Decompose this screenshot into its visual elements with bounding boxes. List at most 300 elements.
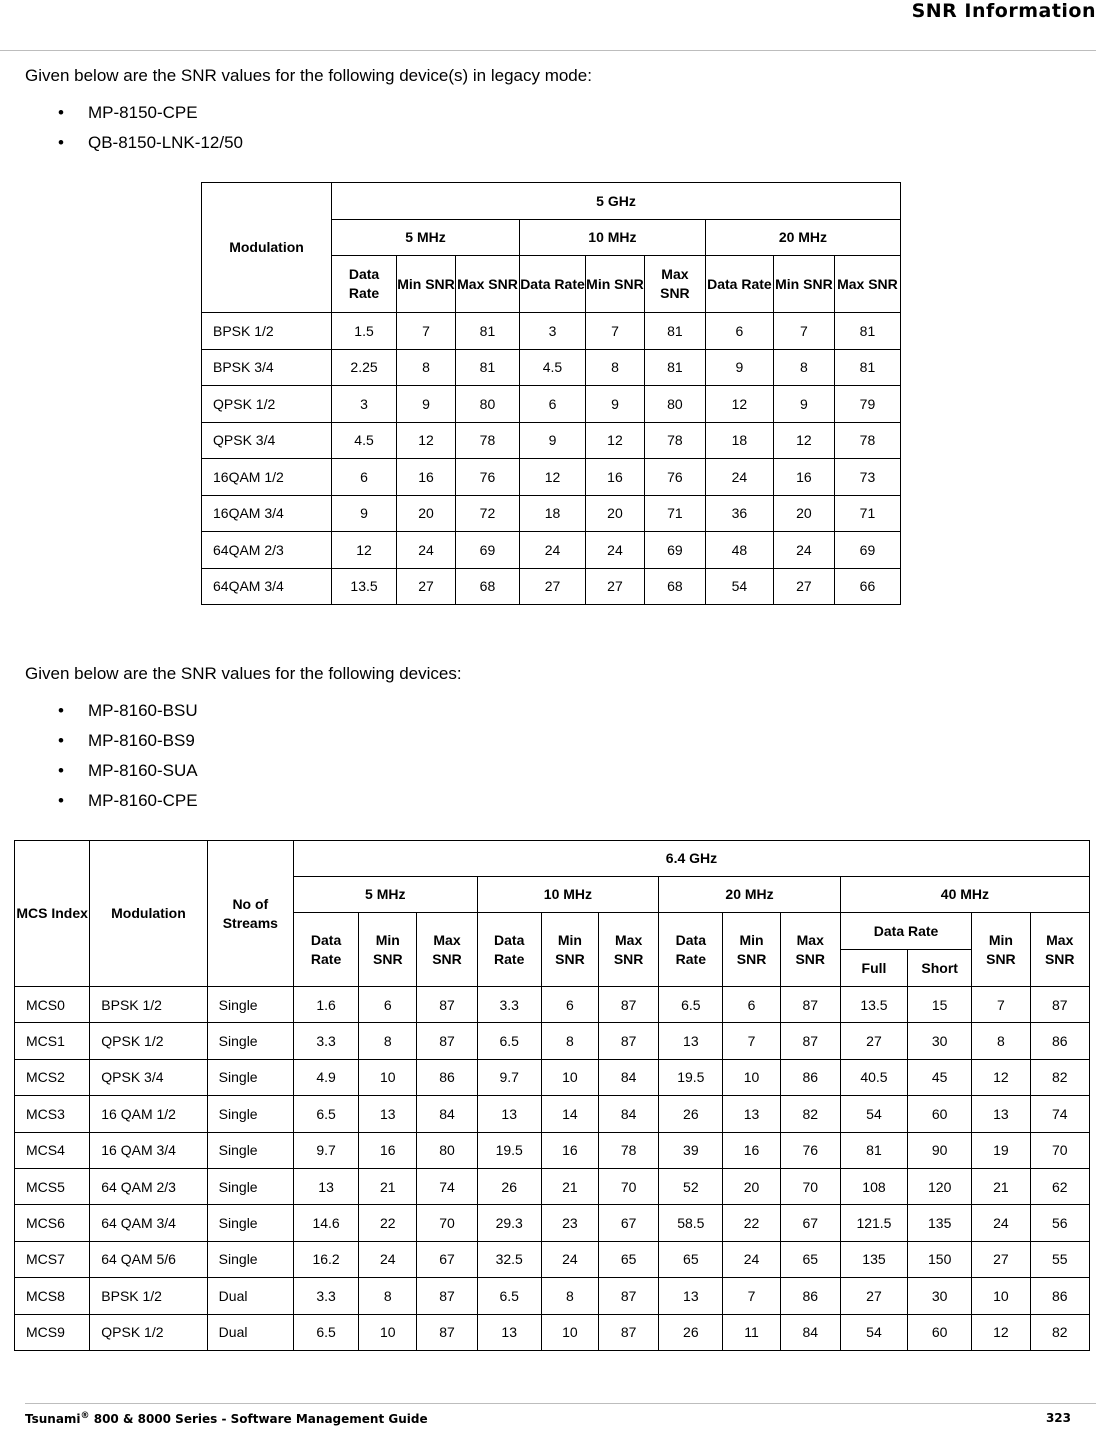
table-cell: 4.5: [519, 349, 585, 386]
table-cell: 81: [840, 1132, 907, 1168]
table-cell: 65: [780, 1241, 840, 1277]
table-cell: 13.5: [332, 568, 397, 605]
table-cell: 13.5: [840, 987, 907, 1023]
table-cell: 78: [834, 422, 900, 459]
table-cell: QPSK 1/2: [90, 1314, 207, 1350]
table-cell: 11: [723, 1314, 780, 1350]
table-cell: 39: [659, 1132, 723, 1168]
table-cell: 12: [586, 422, 645, 459]
table-row: [15, 1023, 1090, 1059]
table-cell: Single: [207, 1023, 293, 1059]
table-cell: 12: [773, 422, 834, 459]
device-name: MP-8160-BS9: [88, 731, 195, 750]
table-row: [202, 532, 901, 569]
table-cell: 27: [773, 568, 834, 605]
table-cell: 24: [773, 532, 834, 569]
table-cell: 87: [417, 1278, 477, 1314]
table-cell: 4.9: [293, 1059, 358, 1095]
table-cell: 13: [972, 1096, 1030, 1132]
table-cell: 55: [1030, 1241, 1090, 1277]
table-cell: 26: [659, 1096, 723, 1132]
table-cell: 18: [519, 495, 585, 532]
table-cell: 54: [840, 1096, 907, 1132]
table-cell: 86: [780, 1059, 840, 1095]
table-cell: 3.3: [293, 1278, 358, 1314]
table-cell: 6: [519, 386, 585, 423]
table-cell: 72: [455, 495, 519, 532]
table-cell: 6: [332, 459, 397, 496]
table-cell: 7: [972, 987, 1030, 1023]
table-cell: 87: [417, 1023, 477, 1059]
table-cell: 74: [1030, 1096, 1090, 1132]
bandwidth-header: 20 MHz: [705, 220, 900, 256]
table-cell: 24: [972, 1205, 1030, 1241]
table-cell: 7: [586, 313, 645, 350]
table-cell: 58.5: [659, 1205, 723, 1241]
table-cell: 120: [908, 1168, 972, 1204]
table-cell: 20: [397, 495, 456, 532]
table-cell: MCS5: [15, 1168, 90, 1204]
table-cell: 73: [834, 459, 900, 496]
table-cell: 66: [834, 568, 900, 605]
table-cell: 16: [773, 459, 834, 496]
max-snr-header: Max SNR: [599, 913, 659, 987]
table-row: [15, 1205, 1090, 1241]
table-cell: BPSK 1/2: [202, 313, 332, 350]
table-cell: 27: [397, 568, 456, 605]
table-cell: 15: [908, 987, 972, 1023]
table-cell: 71: [644, 495, 705, 532]
table-cell: 26: [477, 1168, 541, 1204]
table-cell: 87: [599, 1314, 659, 1350]
table-cell: 54: [705, 568, 773, 605]
table-cell: 81: [644, 313, 705, 350]
table-cell: 13: [659, 1023, 723, 1059]
table-cell: 22: [723, 1205, 780, 1241]
table-cell: BPSK 1/2: [90, 987, 207, 1023]
table-cell: 6.5: [659, 987, 723, 1023]
table-cell: 12: [972, 1314, 1030, 1350]
table-cell: 84: [780, 1314, 840, 1350]
table-cell: 36: [705, 495, 773, 532]
table-cell: 68: [644, 568, 705, 605]
guide-title-suffix: 800 & 8000 Series - Software Management Guide: [89, 1412, 428, 1426]
table-cell: 24: [397, 532, 456, 569]
device-name: MP-8160-SUA: [88, 761, 198, 780]
table-cell: Single: [207, 1096, 293, 1132]
table-cell: 135: [840, 1241, 907, 1277]
max-snr-header: Max SNR: [834, 256, 900, 313]
max-snr-header: Max SNR: [455, 256, 519, 313]
table-cell: 13: [659, 1278, 723, 1314]
table-cell: 62: [1030, 1168, 1090, 1204]
table-cell: 12: [332, 532, 397, 569]
table-cell: 4.5: [332, 422, 397, 459]
data-rate-header: Data Rate: [293, 913, 358, 987]
table-cell: Single: [207, 1059, 293, 1095]
table-cell: 65: [599, 1241, 659, 1277]
page-header-title: SNR Information: [911, 0, 1096, 22]
table-cell: 13: [723, 1096, 780, 1132]
table-cell: 23: [541, 1205, 598, 1241]
table-cell: Single: [207, 1132, 293, 1168]
table-cell: 6.5: [293, 1314, 358, 1350]
table-cell: MCS1: [15, 1023, 90, 1059]
data-rate-header: Data Rate: [840, 913, 971, 950]
table-cell: Single: [207, 1241, 293, 1277]
device-name: QB-8150-LNK-12/50: [88, 133, 243, 152]
bandwidth-header: 10 MHz: [519, 220, 705, 256]
table-cell: 86: [1030, 1023, 1090, 1059]
table-cell: 9: [586, 386, 645, 423]
table-cell: 26: [659, 1314, 723, 1350]
table-cell: 64QAM 2/3: [202, 532, 332, 569]
table-cell: 16 QAM 1/2: [90, 1096, 207, 1132]
table-cell: 13: [477, 1096, 541, 1132]
band-header: 5 GHz: [332, 183, 901, 220]
table-cell: Single: [207, 1168, 293, 1204]
table-row: [15, 1059, 1090, 1095]
mcs-index-header: MCS Index: [15, 841, 90, 987]
table-cell: 67: [780, 1205, 840, 1241]
table-cell: 108: [840, 1168, 907, 1204]
table-cell: 80: [644, 386, 705, 423]
table-cell: 21: [359, 1168, 417, 1204]
table-cell: 86: [1030, 1278, 1090, 1314]
table-cell: 74: [417, 1168, 477, 1204]
min-snr-header: Min SNR: [359, 913, 417, 987]
table-cell: 64QAM 3/4: [202, 568, 332, 605]
list-item: [58, 726, 198, 756]
table-cell: 8: [972, 1023, 1030, 1059]
table-cell: 8: [541, 1023, 598, 1059]
table-cell: 20: [773, 495, 834, 532]
table-cell: 81: [834, 349, 900, 386]
table-cell: 70: [417, 1205, 477, 1241]
bullet-icon: •: [58, 701, 64, 720]
table-cell: 12: [705, 386, 773, 423]
list-item: [58, 98, 243, 128]
table-cell: 79: [834, 386, 900, 423]
table-cell: MCS4: [15, 1132, 90, 1168]
table-cell: 64 QAM 5/6: [90, 1241, 207, 1277]
min-snr-header: Min SNR: [586, 256, 645, 313]
table-cell: 54: [840, 1314, 907, 1350]
table-cell: 7: [773, 313, 834, 350]
table-cell: 9: [773, 386, 834, 423]
device-name: MP-8160-BSU: [88, 701, 198, 720]
table-cell: 24: [586, 532, 645, 569]
table-cell: 6: [705, 313, 773, 350]
table-cell: 10: [972, 1278, 1030, 1314]
table-row: [15, 1241, 1090, 1277]
bandwidth-header: 10 MHz: [477, 877, 659, 913]
table-cell: 87: [599, 1023, 659, 1059]
bullet-icon: •: [58, 791, 64, 810]
table-cell: MCS9: [15, 1314, 90, 1350]
modulation-header: Modulation: [90, 841, 207, 987]
min-snr-header: Min SNR: [972, 913, 1030, 987]
table-cell: 13: [477, 1314, 541, 1350]
table-cell: 7: [723, 1278, 780, 1314]
table-cell: 16: [359, 1132, 417, 1168]
table-cell: 60: [908, 1314, 972, 1350]
table-cell: 56: [1030, 1205, 1090, 1241]
table-cell: 10: [541, 1314, 598, 1350]
section2-device-list: [58, 696, 198, 816]
table-cell: 84: [599, 1059, 659, 1095]
min-snr-header: Min SNR: [397, 256, 456, 313]
table-cell: 76: [644, 459, 705, 496]
bullet-icon: •: [58, 133, 64, 152]
table-cell: 60: [908, 1096, 972, 1132]
table-cell: Single: [207, 1205, 293, 1241]
table-cell: 24: [541, 1241, 598, 1277]
list-item: [58, 696, 198, 726]
table-row: [202, 495, 901, 532]
table-cell: 6.5: [477, 1023, 541, 1059]
max-snr-header: Max SNR: [417, 913, 477, 987]
min-snr-header: Min SNR: [773, 256, 834, 313]
table-row: [202, 349, 901, 386]
table-cell: 27: [840, 1023, 907, 1059]
table-cell: 3: [332, 386, 397, 423]
table-cell: QPSK 1/2: [202, 386, 332, 423]
table-cell: 9: [519, 422, 585, 459]
table-cell: 1.5: [332, 313, 397, 350]
table-row: [15, 1314, 1090, 1350]
table-cell: 9: [397, 386, 456, 423]
band-header: 6.4 GHz: [293, 841, 1089, 877]
table-cell: 70: [599, 1168, 659, 1204]
legacy-snr-table: [201, 182, 901, 605]
full-gi-header: Full: [840, 950, 907, 987]
table-cell: 8: [586, 349, 645, 386]
table-cell: MCS2: [15, 1059, 90, 1095]
table-cell: 16QAM 1/2: [202, 459, 332, 496]
section2-intro: Given below are the SNR values for the following devices:: [25, 664, 462, 683]
bandwidth-header: 5 MHz: [293, 877, 477, 913]
table-cell: 6: [359, 987, 417, 1023]
table-cell: 16: [397, 459, 456, 496]
max-snr-header: Max SNR: [644, 256, 705, 313]
table-cell: 81: [834, 313, 900, 350]
table-cell: 9: [332, 495, 397, 532]
table-row: [202, 568, 901, 605]
table-row: [202, 459, 901, 496]
table-cell: 70: [780, 1168, 840, 1204]
table-cell: 150: [908, 1241, 972, 1277]
table-cell: MCS6: [15, 1205, 90, 1241]
legacy-snr-table-body: [202, 313, 901, 605]
table-cell: 19.5: [477, 1132, 541, 1168]
data-rate-header: Data Rate: [705, 256, 773, 313]
table-cell: 16 QAM 3/4: [90, 1132, 207, 1168]
bullet-icon: •: [58, 761, 64, 780]
table-cell: 78: [455, 422, 519, 459]
table-cell: 45: [908, 1059, 972, 1095]
header-divider: [0, 50, 1096, 51]
table-cell: 87: [780, 1023, 840, 1059]
table-cell: 6.5: [293, 1096, 358, 1132]
mcs-snr-table-body: [15, 987, 1090, 1351]
table-cell: 7: [723, 1023, 780, 1059]
table-cell: 13: [293, 1168, 358, 1204]
table-cell: 20: [586, 495, 645, 532]
table-cell: 8: [541, 1278, 598, 1314]
table-cell: 67: [599, 1205, 659, 1241]
table-cell: 9.7: [477, 1059, 541, 1095]
table-cell: 65: [659, 1241, 723, 1277]
table-cell: 81: [644, 349, 705, 386]
footer-divider: [25, 1403, 1096, 1404]
table-cell: 32.5: [477, 1241, 541, 1277]
table-cell: 71: [834, 495, 900, 532]
section1-device-list: [58, 98, 243, 158]
data-rate-header: Data Rate: [332, 256, 397, 313]
list-item: [58, 756, 198, 786]
table-cell: 86: [780, 1278, 840, 1314]
table-cell: 70: [1030, 1132, 1090, 1168]
table-cell: 78: [599, 1132, 659, 1168]
mcs-snr-table: [14, 840, 1090, 1351]
max-snr-header: Max SNR: [780, 913, 840, 987]
table-cell: 30: [908, 1023, 972, 1059]
table-cell: 121.5: [840, 1205, 907, 1241]
table-cell: 29.3: [477, 1205, 541, 1241]
table-cell: 84: [599, 1096, 659, 1132]
table-cell: 87: [599, 987, 659, 1023]
table-cell: Dual: [207, 1314, 293, 1350]
table-cell: 27: [519, 568, 585, 605]
table-cell: 7: [397, 313, 456, 350]
max-snr-header: Max SNR: [1030, 913, 1090, 987]
table-cell: 19.5: [659, 1059, 723, 1095]
table-cell: 30: [908, 1278, 972, 1314]
table-row: [15, 987, 1090, 1023]
table-cell: 87: [599, 1278, 659, 1314]
page-number: 323: [1045, 1411, 1071, 1425]
modulation-header: Modulation: [202, 183, 332, 313]
table-cell: MCS8: [15, 1278, 90, 1314]
list-item: [58, 786, 198, 816]
table-row: [15, 1278, 1090, 1314]
table-cell: 13: [359, 1096, 417, 1132]
table-cell: 21: [541, 1168, 598, 1204]
table-cell: 48: [705, 532, 773, 569]
table-cell: 10: [359, 1059, 417, 1095]
table-cell: MCS7: [15, 1241, 90, 1277]
table-cell: MCS3: [15, 1096, 90, 1132]
table-cell: 9: [705, 349, 773, 386]
table-cell: 86: [417, 1059, 477, 1095]
table-cell: 19: [972, 1132, 1030, 1168]
table-cell: 14: [541, 1096, 598, 1132]
table-cell: QPSK 1/2: [90, 1023, 207, 1059]
device-name: MP-8150-CPE: [88, 103, 198, 122]
table-cell: 16QAM 3/4: [202, 495, 332, 532]
table-cell: 1.6: [293, 987, 358, 1023]
table-cell: 27: [972, 1241, 1030, 1277]
table-cell: 10: [723, 1059, 780, 1095]
table-cell: 82: [780, 1096, 840, 1132]
table-cell: 10: [359, 1314, 417, 1350]
table-cell: 64 QAM 2/3: [90, 1168, 207, 1204]
bandwidth-header: 20 MHz: [659, 877, 841, 913]
registered-mark: ®: [80, 1411, 90, 1421]
streams-header: No of Streams: [207, 841, 293, 987]
table-cell: 81: [455, 313, 519, 350]
table-cell: 76: [780, 1132, 840, 1168]
table-cell: 24: [519, 532, 585, 569]
data-rate-header: Data Rate: [519, 256, 585, 313]
table-cell: 18: [705, 422, 773, 459]
bullet-icon: •: [58, 731, 64, 750]
table-cell: 78: [644, 422, 705, 459]
table-row: [202, 313, 901, 350]
table-cell: 84: [417, 1096, 477, 1132]
table-cell: 52: [659, 1168, 723, 1204]
table-cell: 40.5: [840, 1059, 907, 1095]
table-cell: 8: [397, 349, 456, 386]
table-cell: 24: [723, 1241, 780, 1277]
device-name: MP-8160-CPE: [88, 791, 198, 810]
table-cell: 12: [972, 1059, 1030, 1095]
table-cell: 22: [359, 1205, 417, 1241]
min-snr-header: Min SNR: [723, 913, 780, 987]
table-cell: 27: [840, 1278, 907, 1314]
data-rate-header: Data Rate: [477, 913, 541, 987]
table-cell: 12: [397, 422, 456, 459]
bandwidth-header: 5 MHz: [332, 220, 520, 256]
table-cell: 80: [417, 1132, 477, 1168]
table-cell: BPSK 3/4: [202, 349, 332, 386]
table-cell: 8: [773, 349, 834, 386]
table-cell: 16: [723, 1132, 780, 1168]
section1-intro: Given below are the SNR values for the following device(s) in legacy mode:: [25, 66, 592, 85]
table-cell: 87: [417, 1314, 477, 1350]
table-cell: 69: [455, 532, 519, 569]
table-cell: 8: [359, 1023, 417, 1059]
table-row: [15, 1168, 1090, 1204]
table-cell: 16.2: [293, 1241, 358, 1277]
table-cell: 24: [359, 1241, 417, 1277]
table-cell: Dual: [207, 1278, 293, 1314]
table-row: [202, 386, 901, 423]
table-cell: 135: [908, 1205, 972, 1241]
table-cell: 3.3: [293, 1023, 358, 1059]
table-cell: 24: [705, 459, 773, 496]
table-row: [15, 1096, 1090, 1132]
table-cell: 3.3: [477, 987, 541, 1023]
table-cell: 14.6: [293, 1205, 358, 1241]
table-cell: QPSK 3/4: [202, 422, 332, 459]
table-cell: Single: [207, 987, 293, 1023]
table-cell: 90: [908, 1132, 972, 1168]
table-cell: 16: [541, 1132, 598, 1168]
table-cell: 87: [417, 987, 477, 1023]
table-cell: 69: [834, 532, 900, 569]
guide-title-prefix: Tsunami: [25, 1412, 81, 1426]
footer-guide-title: [25, 1411, 428, 1426]
table-cell: 6.5: [477, 1278, 541, 1314]
table-cell: 82: [1030, 1059, 1090, 1095]
table-cell: 10: [541, 1059, 598, 1095]
table-cell: 82: [1030, 1314, 1090, 1350]
table-cell: 64 QAM 3/4: [90, 1205, 207, 1241]
bullet-icon: •: [58, 103, 64, 122]
min-snr-header: Min SNR: [541, 913, 598, 987]
